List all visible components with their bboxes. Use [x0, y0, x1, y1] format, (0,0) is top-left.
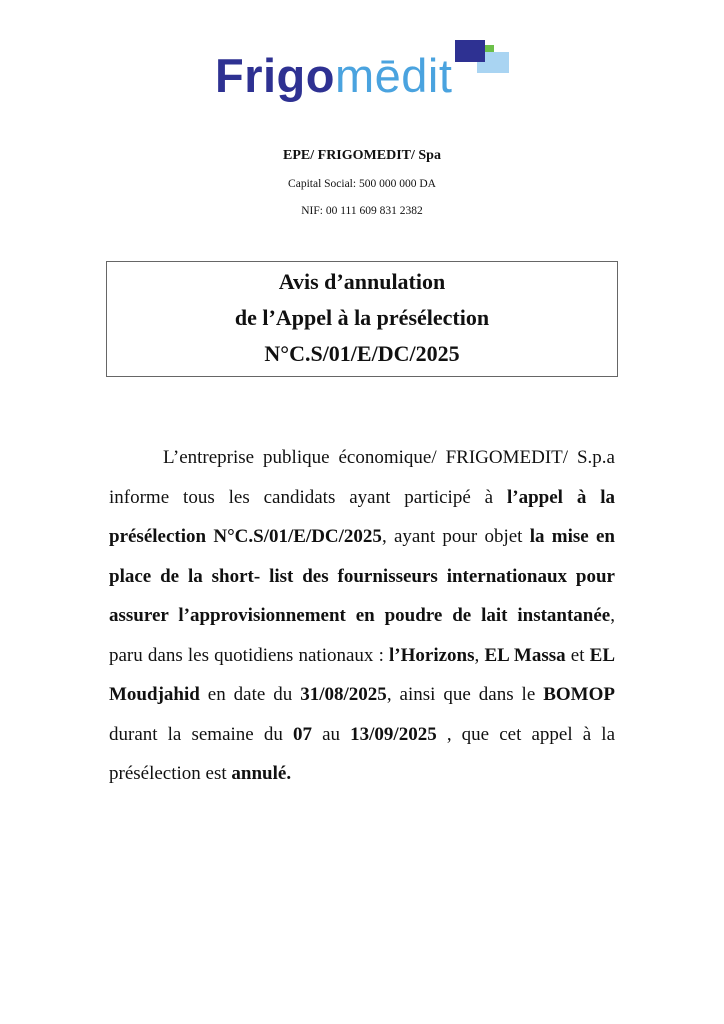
- text-segment: ,: [474, 644, 485, 666]
- title-line-2: de l’Appel à la présélection: [234, 305, 490, 330]
- logo-text-medit: mēdit: [334, 49, 453, 102]
- nif-number: NIF: 00 111 609 831 2382: [301, 205, 423, 217]
- logo-square-green: [485, 45, 494, 52]
- title-line-1: Avis d’annulation: [278, 269, 446, 294]
- logo-square-dark: [455, 40, 485, 62]
- logo-wordmark: [215, 49, 453, 102]
- notice-paragraph: [109, 438, 615, 794]
- text-segment: en date du: [199, 684, 301, 705]
- text-segment: , que cet appel à la présélection est: [109, 723, 616, 784]
- bold-week-end: 13/09/2025: [350, 723, 437, 745]
- text-segment: L’entreprise publique économique/ FRIGOMEDIT/ S.p.a informe tous les candidats ayant participé à: [109, 447, 615, 508]
- title-box: [106, 261, 618, 377]
- bold-newspaper-massa: EL Massa: [484, 644, 566, 666]
- text-segment: , ainsi que dans le: [386, 684, 544, 705]
- text-segment: au: [311, 723, 351, 745]
- capital-social: Capital Social: 500 000 000 DA: [288, 178, 436, 190]
- text-segment: , ayant pour objet: [381, 526, 530, 547]
- bold-publication-date: 31/08/2025: [300, 684, 387, 705]
- logo-text-frigo: Frigo: [215, 49, 335, 102]
- bold-newspaper-horizons: l’Horizons: [389, 644, 475, 666]
- bold-week-start: 07: [292, 723, 312, 745]
- text-segment: et: [565, 644, 590, 666]
- company-name: EPE/ FRIGOMEDIT/ Spa: [283, 148, 441, 163]
- text-segment: durant la semaine du: [109, 723, 293, 745]
- frigomedit-logo: [215, 38, 515, 108]
- bold-appel-reference: l’appel à la présélection N°C.S/01/E/DC/2025: [109, 486, 616, 547]
- bold-newspaper-moudjahid: EL Moudjahid: [109, 644, 616, 705]
- text-segment: , paru dans les quotidiens nationaux :: [109, 605, 615, 666]
- title-line-3: N°C.S/01/E/DC/2025: [264, 341, 460, 366]
- bold-bomop: BOMOP: [543, 684, 616, 705]
- bold-object: la mise en place de la short- list des fournisseurs internationaux pour assurer l’approvisionnement en poudre de lait instantanée: [109, 526, 615, 626]
- bold-annule: annulé.: [231, 763, 292, 784]
